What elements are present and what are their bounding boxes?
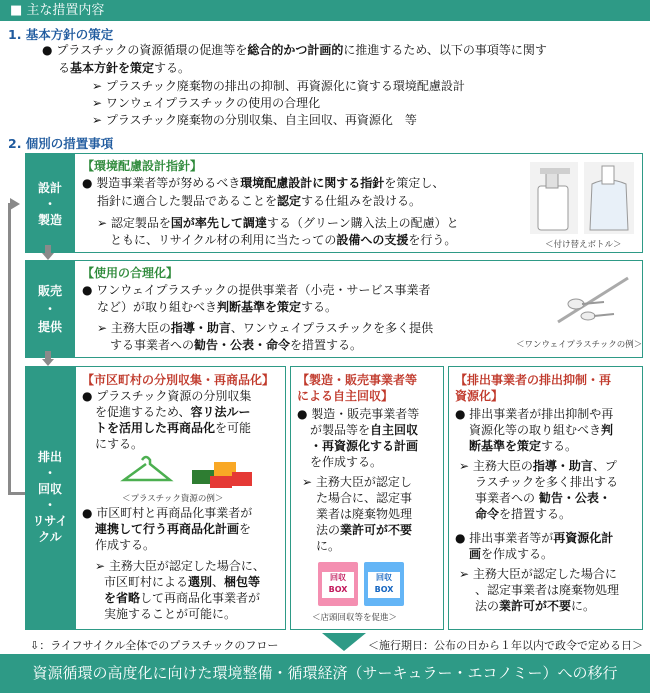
collection-box-pink: 回収 BOX [318, 562, 358, 606]
design-line1: ● 製造事業者等が努めるべき環境配慮設計に関する指針を策定し、 [82, 176, 445, 190]
refill-bottle-image [528, 158, 636, 236]
col1-line10: を省略して再商品化事業者が [104, 591, 261, 605]
col3-line9: 画を作成する。 [469, 547, 554, 561]
effective-date-note: ＜施行期日：公布の日から１年以内で政令で定める日＞ [368, 639, 643, 652]
emitter-title-2: 資源化】 [455, 389, 504, 403]
col2-line5: ➢ 主務大臣が認定し [302, 475, 412, 489]
section2-heading: 2. 個別の措置事項 [8, 136, 114, 151]
collection-box-blue: 回収 BOX [364, 562, 404, 606]
lifecycle-loop-line [8, 203, 11, 495]
col2-line8: 法の業許可が不要 [316, 523, 413, 537]
col2-line9: に。 [316, 539, 341, 553]
design-title: 【環境配慮設計指針】 [82, 159, 203, 173]
collection-box-caption: ＜店頭回収等を促進＞ [312, 613, 398, 623]
plastic-resource-image [120, 452, 280, 492]
sales-line1: ● ワンウェイプラスチックの提供事業者（小売・サービス事業者 [82, 283, 431, 297]
col2-line6: た場合に、認定事 [316, 491, 413, 505]
col3-line8: ● 排出事業者等が再資源化計 [455, 531, 614, 545]
col3-line7: 命令を措置する。 [475, 507, 572, 521]
col3-line2: 資源化等の取り組むべき判 [469, 423, 614, 437]
col3-line10: ➢ 主務大臣が認定した場合に [459, 567, 617, 581]
stage-design: 設計 ・ 製造 [25, 153, 75, 253]
stage-sales: 販売 ・ 提供 [25, 260, 75, 358]
sales-line3: ➢ 主務大臣の指導・助言、ワンウェイプラスチックを多く提供 [97, 321, 434, 335]
col1-line4: にする。 [95, 437, 144, 451]
s1-item-2: ➢ ワンウェイプラスチックの使用の合理化 [92, 96, 321, 110]
s1-line2: る基本方針を策定する。 [58, 61, 191, 75]
sales-title: 【使用の合理化】 [82, 266, 179, 280]
col3-line11: 、認定事業者は廃棄物処理 [475, 583, 620, 597]
col3-line12: 法の業許可が不要に。 [475, 599, 596, 613]
emitter-title-1: 【排出事業者の排出抑制・再 [455, 373, 612, 387]
municipal-title: 【市区町村の分別収集・再商品化】 [82, 373, 275, 387]
col3-line1: ● 排出事業者が排出抑制や再 [455, 407, 614, 421]
section-header: ■ 主な措置内容 [0, 0, 650, 21]
col1-line3: トを活用した再商品化を可能 [95, 421, 252, 435]
col3-line6: 事業者への 勧告・公表・ [475, 491, 611, 505]
col3-line3: 断基準を策定する。 [469, 439, 578, 453]
s1-line1: ● プラスチックの資源循環の促進等を総合的かつ計画的に推進するため、以下の事項等に関す [42, 43, 547, 57]
transition-arrow-icon [322, 633, 366, 651]
bottom-banner: 資源循環の高度化に向けた環境整備・循環経済（サーキュラー・エコノミー）への移行 [0, 654, 650, 693]
col2-line1: ● 製造・販売事業者等 [297, 407, 420, 421]
sales-line4: する事業者への勧告・公表・命令を措置する。 [110, 338, 363, 352]
voluntary-title-2: による自主回収】 [297, 389, 394, 403]
col1-line5: ● 市区町村と再商品化事業者が [82, 506, 253, 520]
lifecycle-loop-arrow-icon [10, 198, 20, 210]
sales-line2: など）が取り組むべき判断基準を策定する。 [97, 300, 338, 314]
stage-recycle: 排出 ・ 回収 ・ リサイ クル [25, 366, 75, 630]
col1-line11: 実施することが可能に。 [104, 607, 237, 621]
design-line2: 指針に適合した製品であることを認定する仕組みを設ける。 [97, 194, 422, 208]
col1-line6: 連携して行う再商品化計画を [95, 522, 252, 536]
refill-bottle-caption: ＜付け替えボトル＞ [545, 240, 622, 250]
s1-item-1: ➢ プラスチック廃棄物の排出の抑制、再資源化に資する環境配慮設計 [92, 79, 465, 93]
plastic-resource-caption: ＜プラスチック資源の例＞ [122, 494, 224, 504]
col3-line4: ➢ 主務大臣の指導・助言、プ [459, 459, 617, 473]
col1-line9: 市区町村による選別、梱包等 [104, 575, 261, 589]
col1-line7: 作成する。 [95, 538, 156, 552]
oneway-plastic-image [548, 272, 638, 327]
lifecycle-loop-connector [8, 492, 26, 495]
flow-legend: ⇩：ライフサイクル全体でのプラスチックのフロー [30, 639, 279, 652]
col2-line2: が製品等を自主回収 [310, 423, 419, 437]
section1-heading: 1. 基本方針の策定 [8, 27, 114, 42]
col2-line4: を作成する。 [310, 455, 383, 469]
oneway-plastic-caption: ＜ワンウェイプラスチックの例＞ [516, 340, 643, 350]
col1-line1: ● プラスチック資源の分別収集 [82, 389, 252, 403]
col1-line2: を促進するため、容リ法ルー [95, 405, 251, 419]
voluntary-title-1: 【製造・販売事業者等 [297, 373, 418, 387]
col2-line7: 業者は廃棄物処理 [316, 507, 413, 521]
col2-line3: ・再資源化する計画 [310, 439, 419, 453]
design-line3: ➢ 認定製品を国が率先して調達する（グリーン購入法上の配慮）と [97, 216, 459, 230]
col3-line5: ラスチックを多く排出する [475, 475, 619, 489]
s1-item-3: ➢ プラスチック廃棄物の分別収集、自主回収、再資源化 等 [92, 113, 417, 127]
design-line4: ともに、リサイクル材の利用に当たっての設備への支援を行う。 [110, 233, 457, 247]
col1-line8: ➢ 主務大臣が認定した場合に、 [95, 559, 265, 573]
